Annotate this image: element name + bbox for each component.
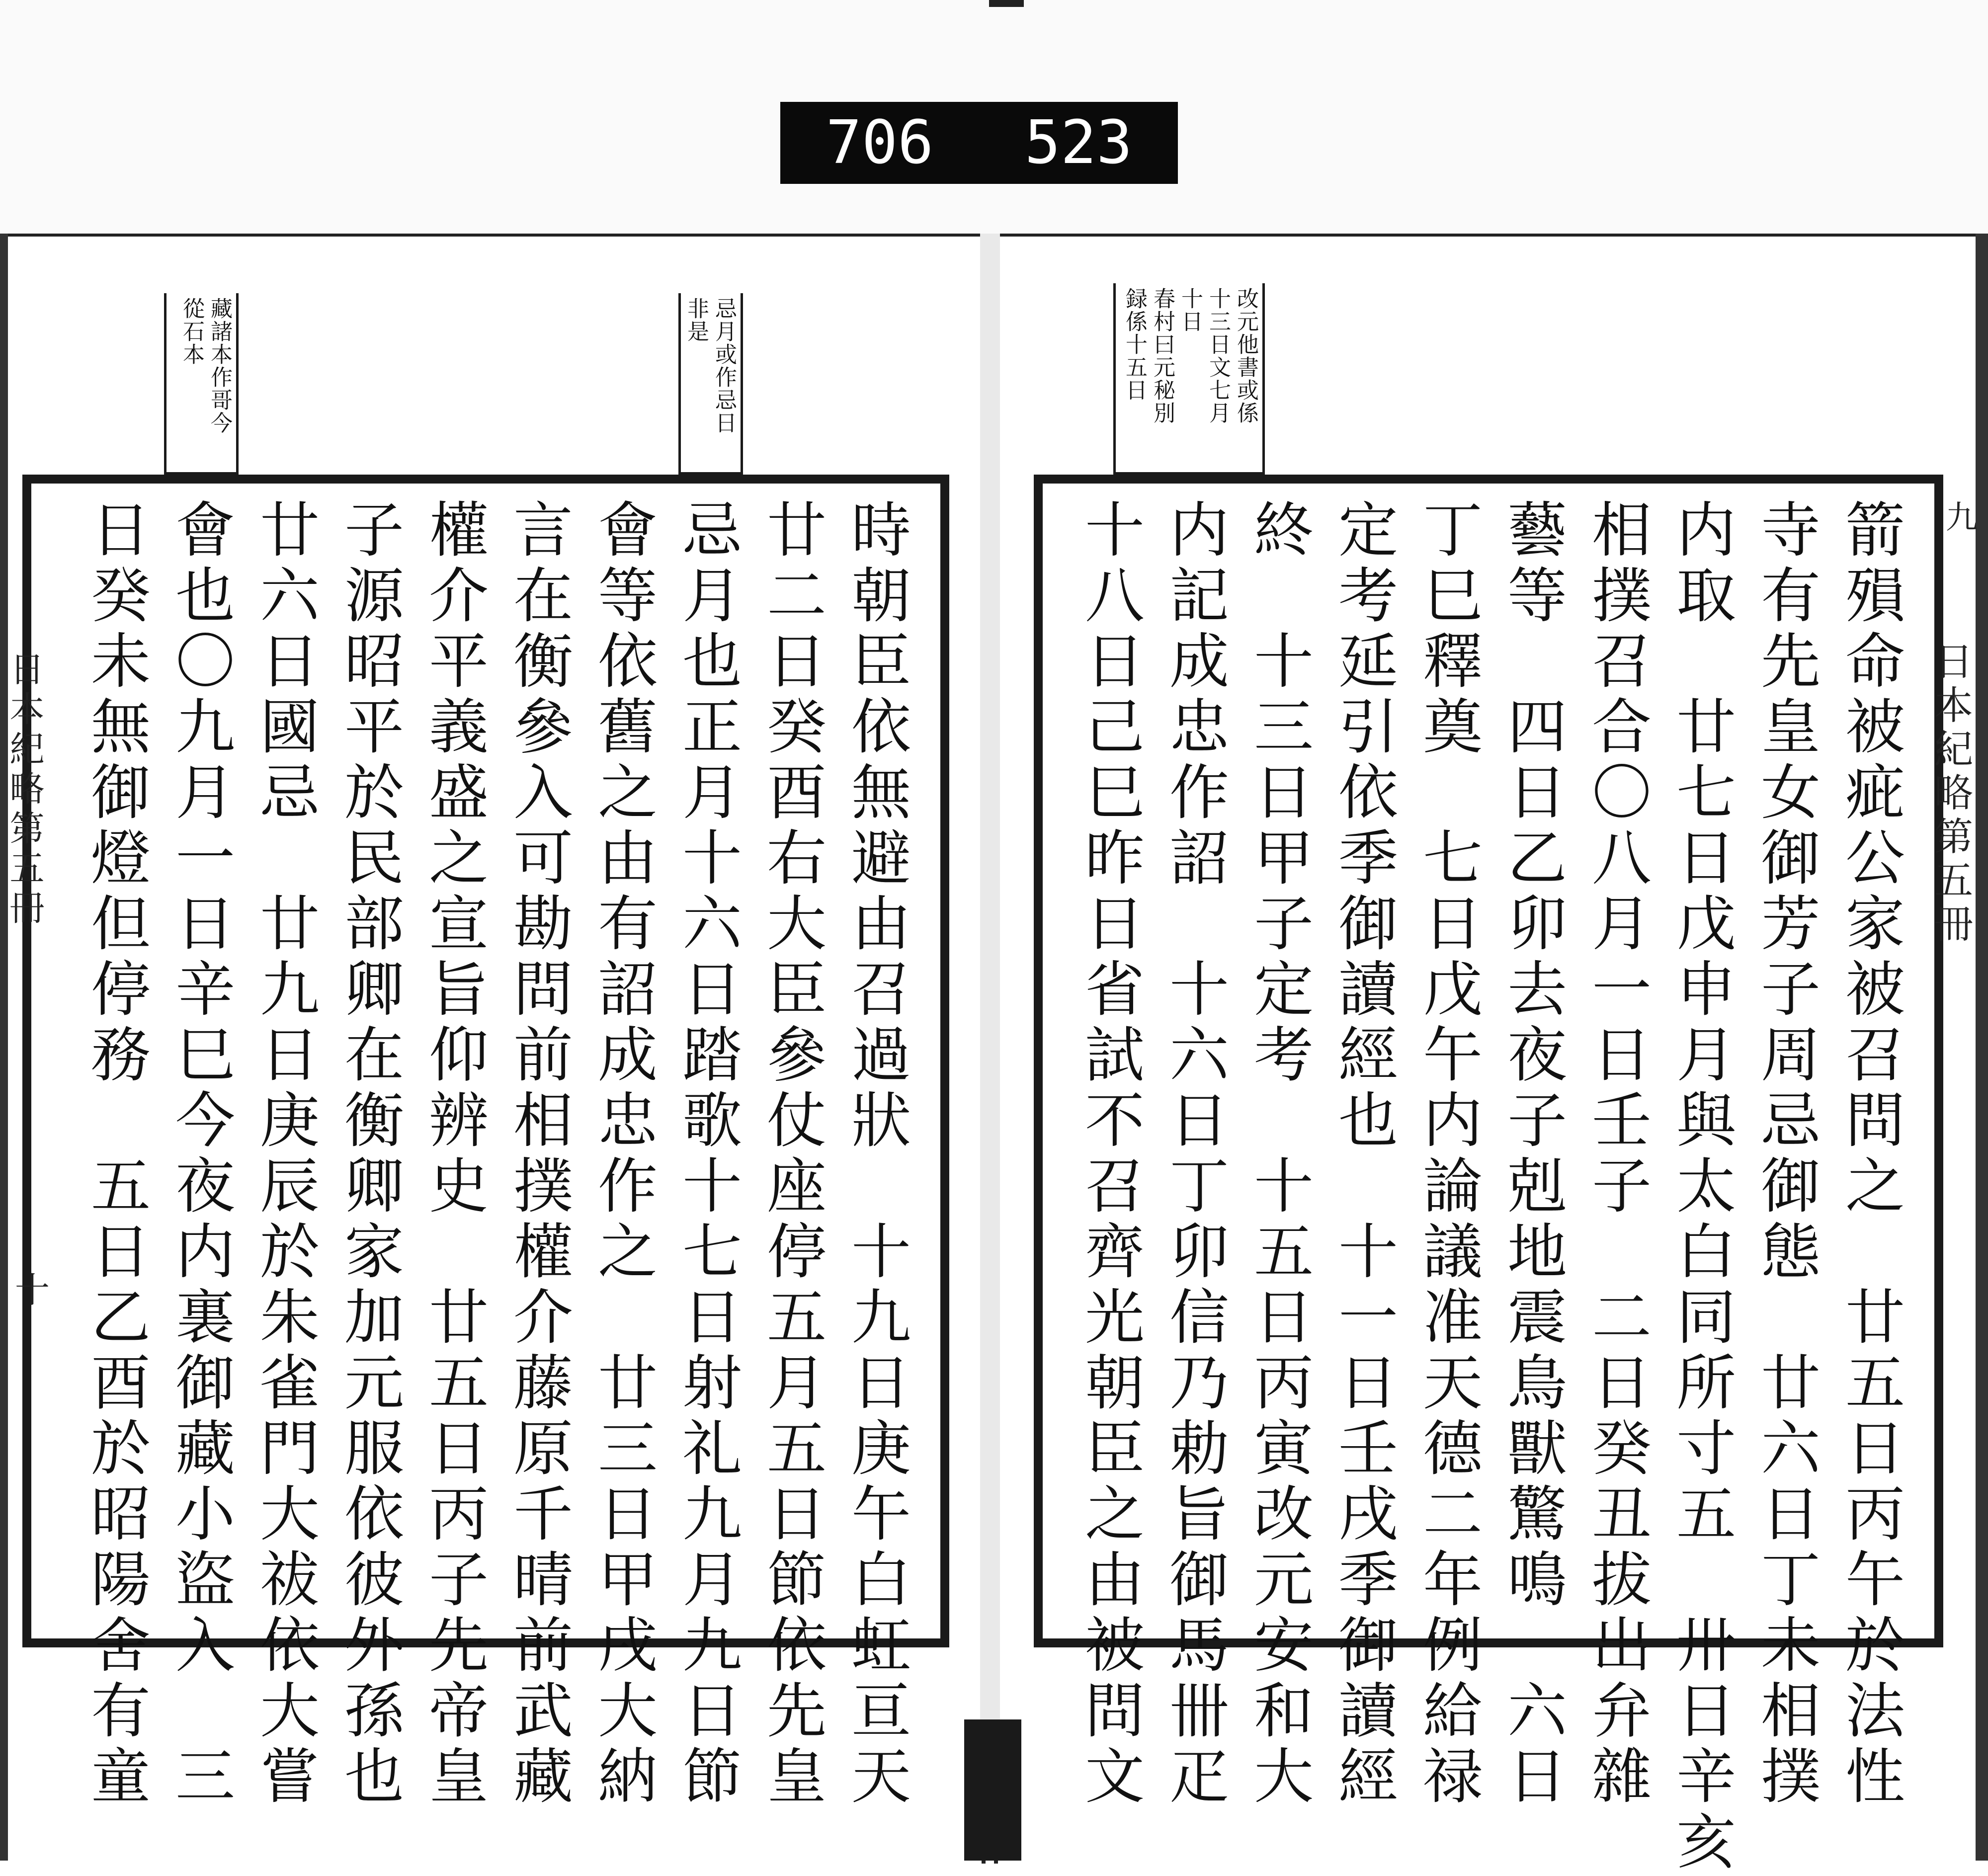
left-page-column: 會等依舊之由有詔成忠作之 廿三日甲戌大納 xyxy=(588,498,657,1810)
book-spine xyxy=(980,234,1000,1861)
left-page-column: 廿六日國忌 廿九日庚辰於朱雀門大祓依大嘗 xyxy=(250,498,319,1810)
left-page-column: 權介平義盛之宣旨仰辨史 廿五日丙子先帝皇 xyxy=(419,498,488,1810)
left-page-column: 忌月也正月十六日踏歌十七日射礼九月九日節 xyxy=(672,498,742,1810)
left-page-column: 時朝臣依無避由召過狀 十九日庚午白虹亘天 xyxy=(841,498,911,1810)
right-page-column: 丁巳釋奠 七日戊午内論議准天德二年例給禄 xyxy=(1413,498,1482,1810)
right-page-headnote: 改元他書或係 十三日文七月 十日 春村曰元秘別 録係十五日 xyxy=(1113,283,1265,475)
top-edge-mark xyxy=(989,0,1024,7)
right-page-margin-title: 日本紀略第五冊 xyxy=(1928,641,1973,947)
right-page-column: 十八日己巳昨日省試不召齊光朝臣之由被問文 xyxy=(1075,498,1144,1810)
right-page-column: 内記成忠作詔 十六日丁卯信乃勅旨御馬卌疋 xyxy=(1160,498,1229,1810)
right-page-column: 藝等 四日乙卯去夜子剋地震鳥獸驚鳴 六日 xyxy=(1497,498,1567,1810)
right-page-edge xyxy=(1976,234,1988,1861)
right-page-column: 内取 廿七日戊申月與太白同所寸五 卅日辛亥 xyxy=(1666,498,1736,1876)
left-page-column: 會也〇九月一日辛巳今夜内裏御藏小盜入 三 xyxy=(166,498,235,1810)
right-page-column: 箭殞命被疵公家被召問之 廿五日丙午於法性 xyxy=(1835,498,1905,1810)
catalog-number-stamp xyxy=(780,102,1178,184)
left-page-column: 子源昭平於民部卿在衡卿家加元服依彼外孫也 xyxy=(334,498,404,1810)
stamp-left-number: 706 xyxy=(826,108,934,177)
right-page-text-frame xyxy=(1034,475,1943,1876)
right-page-column: 相撲召合〇八月一日壬子 二日癸丑拔出弁雜 xyxy=(1582,498,1651,1810)
right-page-body xyxy=(1067,498,1912,1876)
left-page-folio: 十 xyxy=(15,1270,50,1310)
right-page-column: 終 十三日甲子定考 十五日丙寅改元安和大 xyxy=(1244,498,1313,1810)
left-page-text-frame xyxy=(22,475,949,1810)
left-page-column: 廿二日癸酉右大臣參仗座停五月五日節依先皇 xyxy=(757,498,826,1810)
left-page-column: 言在衡參入可勘問前相撲權介藤原千晴前武藏 xyxy=(503,498,573,1810)
left-page-margin-title: 日本紀略第五冊 xyxy=(4,651,45,929)
right-page-folio: 九 xyxy=(1946,499,1978,536)
stamp-right-number: 523 xyxy=(1024,108,1133,177)
left-page-body xyxy=(73,498,918,1810)
right-page-column: 定考延引依季御讀經也 十一日壬戌季御讀經 xyxy=(1328,498,1398,1810)
left-page-headnote-2: 忌月或作忌日 非是 xyxy=(678,293,743,475)
left-page-column: 日癸未無御燈但停務 五日乙酉於昭陽舍有童 xyxy=(81,498,150,1810)
spine-shadow xyxy=(964,1719,1021,1861)
right-page-column: 寺有先皇女御芳子周忌御態 廿六日丁未相撲 xyxy=(1751,498,1820,1810)
left-page-edge xyxy=(0,234,8,1861)
left-page-headnote-1: 藏諸本作哥今 從石本 xyxy=(164,293,239,475)
